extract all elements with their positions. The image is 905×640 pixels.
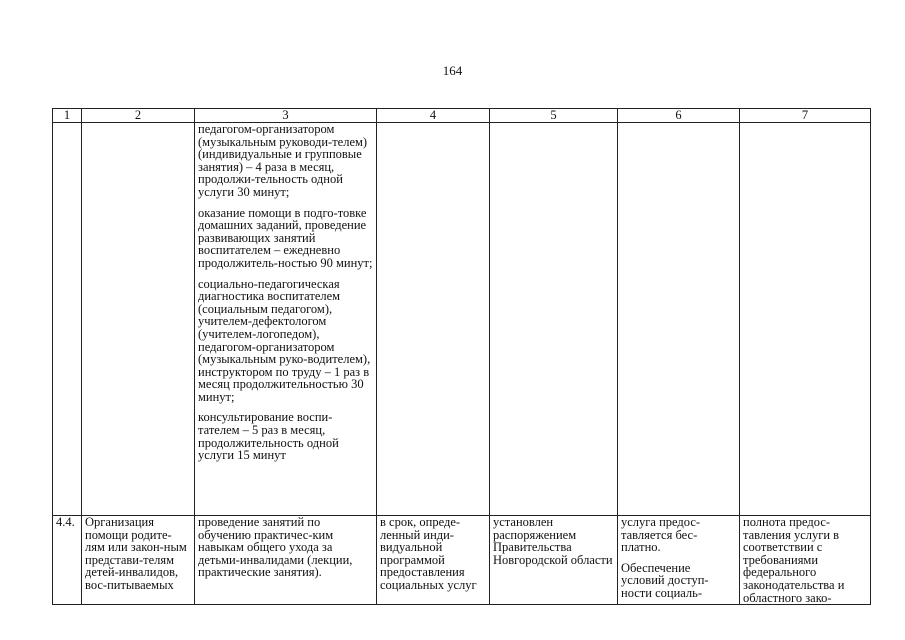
conditions-text: Обеспечение условий доступ-ности социаль- [621, 560, 709, 600]
service-item: консультирование воспи-тателем – 5 раз в месяц, продолжительность одной услуги 15 минут [198, 410, 339, 463]
table-cell [82, 123, 195, 516]
table-cell [377, 123, 490, 516]
service-item: оказание помощи в подго-товке домашних заданий, проведение развивающих занятий воспитателем – ежедневно продолжитель-ностью 90 минут; [198, 205, 373, 270]
column-header: 3 [195, 109, 377, 123]
table-cell [740, 123, 871, 516]
table-cell [53, 123, 82, 516]
table-header-row [53, 109, 871, 123]
table-row-4-4 [53, 516, 871, 605]
column-header: 2 [82, 109, 195, 123]
service-tariff: установлен распоряжением Правительства Новгородской области [490, 516, 618, 605]
service-content: проведение занятий по обучению практичес-ким навыкам общего ухода за детьми-инвалидами (лекции, практические занятия). [195, 516, 377, 605]
service-item: педагогом-организатором (музыкальным руководи-телем) (индивидуальные и групповые занятия) – 4 раза в месяц, продолжи-тельность одной услуги 30 минут; [198, 122, 368, 199]
service-conditions [618, 516, 740, 605]
column-header: 7 [740, 109, 871, 123]
column-header: 4 [377, 109, 490, 123]
service-quality: полнота предос-тавления услуги в соответствии с требованиями федерального законодательства и областного зако- [740, 516, 871, 605]
service-deadline: в срок, опреде-ленный инди-видуальной программой предоставления социальных услуг [377, 516, 490, 605]
service-item: социально-педагогическая диагностика воспитателем (социальным педагогом), учителем-дефектологом (учителем-логопедом), педагогом-организатором (музыкальным руко-водителем), инструктором по труду – 1 раз в месяц продолжительностью 30 минут; [198, 276, 371, 404]
table-cell [490, 123, 618, 516]
row-number: 4.4. [53, 516, 82, 605]
page-number: 164 [442, 63, 463, 78]
table-cell-services [195, 123, 377, 516]
services-table [52, 108, 871, 605]
table-row-continuation [53, 123, 871, 516]
column-header: 6 [618, 109, 740, 123]
conditions-text: услуга предос-тавляется бес-платно. [621, 515, 701, 555]
service-name: Организация помощи родите-лям или закон-ным представи-телям детей-инвалидов, вос-питываемых [82, 516, 195, 605]
table-cell [618, 123, 740, 516]
column-header: 5 [490, 109, 618, 123]
column-header: 1 [53, 109, 82, 123]
